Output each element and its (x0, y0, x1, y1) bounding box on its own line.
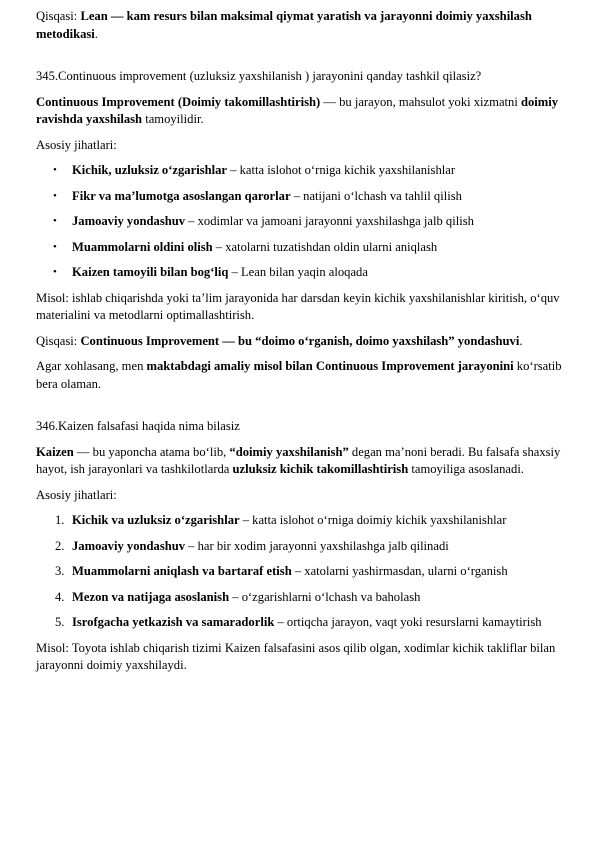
list-item (36, 512, 581, 530)
item-term: Jamoaviy yondashuv (72, 538, 186, 553)
ci-aspects-list (36, 162, 581, 282)
summary-bold: Continuous Improvement — bu “doimo o‘rganish, doimo yaxshilash” yondashuvi (80, 333, 520, 348)
kaizen-def-bold-2: uzluksiz kichik takomillashtirish (232, 462, 409, 476)
kaizen-term: Kaizen (36, 444, 74, 459)
kaizen-def-text: — bu yaponcha atama bo‘lib, (73, 444, 230, 459)
kaizen-def-end: tamoyiliga asoslanadi. (408, 462, 524, 476)
item-term: Jamoaviy yondashuv (72, 214, 186, 228)
list-item (36, 563, 581, 581)
kaizen-def-bold: “doimiy yaxshilanish” (229, 444, 349, 459)
item-term: Kichik, uzluksiz o‘zgarishlar (72, 163, 227, 177)
ci-def-bold: doimiy ravishda yaxshilash (36, 94, 559, 126)
ci-def-text: — bu jarayon, mahsulot yoki xizmatni (320, 94, 521, 109)
item-term: Fikr va ma’lumotga asoslangan qarorlar (72, 188, 291, 203)
question-346: 346.Kaizen falsafasi haqida nima bilasiz (36, 419, 240, 433)
item-number: 5. (55, 615, 65, 629)
ci-def-end: tamoyilidir. (142, 112, 204, 126)
offer-end: ko‘rsatib bera olaman. (36, 359, 562, 391)
summary-end: . (519, 333, 523, 348)
item-text: – xodimlar va jamoani jarayonni yaxshilashga jalb qilish (185, 214, 474, 228)
list-item (36, 614, 581, 632)
list-item (36, 264, 581, 282)
item-number: 4. (55, 589, 65, 604)
kaizen-aspects-heading: Asosiy jihatlari: (36, 487, 117, 502)
item-term: Kichik va uzluksiz o‘zgarishlar (72, 513, 240, 527)
list-item (36, 538, 581, 556)
ci-definition (36, 94, 581, 129)
kaizen-example: Misol: Toyota ishlab chiqarish tizimi Kaizen falsafasini asos qilib olgan, xodimlar kichik takliflar bilan jarayonni doimiy yaxshilaydi. (36, 640, 556, 672)
item-term: Kaizen tamoyili bilan bog‘liq (72, 265, 229, 279)
ci-aspects-heading: Asosiy jihatlari: (36, 137, 117, 152)
item-text: – katta islohot o‘rniga doimiy kichik yaxshilanishlar (239, 513, 507, 527)
question-345: 345.Continuous improvement (uzluksiz yaxshilanish ) jarayonini qanday tashkil qilasiz? (36, 69, 482, 83)
item-text: – katta islohot o‘rniga kichik yaxshilanishlar (226, 163, 456, 177)
offer-bold: maktabdagi amaliy misol bilan Continuous Improvement jarayonini (146, 359, 514, 373)
item-text: – Lean bilan yaqin aloqada (228, 265, 368, 279)
item-text: – natijani o‘lchash va tahlil qilish (290, 188, 462, 203)
item-text: – har bir xodim jarayonni yaxshilashga jalb qilinadi (185, 538, 449, 553)
lean-summary (36, 8, 581, 43)
ci-offer (36, 358, 581, 393)
kaizen-def-text-2: degan ma’noni beradi. Bu falsafa shaxsiy hayot, ish jarayonlari va tashkilotlarda (36, 444, 561, 476)
ci-term: Continuous Improvement (Doimiy takomillashtirish) (36, 94, 321, 109)
summary-bold: Lean — kam resurs bilan maksimal qiymat yaratish va jarayonni doimiy yaxshilash metodikasi (36, 9, 532, 41)
item-text: – ortiqcha jarayon, vaqt yoki resurslarni kamaytirish (274, 615, 542, 629)
kaizen-aspects-list (36, 512, 581, 632)
item-term: Isrofgacha yetkazish va samaradorlik (72, 615, 275, 629)
list-item (36, 239, 581, 257)
item-text: – o‘zgarishlarni o‘lchash va baholash (229, 589, 421, 604)
item-term: Muammolarni aniqlash va bartaraf etish (72, 564, 292, 578)
kaizen-definition (36, 444, 581, 479)
offer-text: Agar xohlasang, men (36, 359, 147, 373)
item-term: Mezon va natijaga asoslanish (72, 589, 230, 604)
item-number: 3. (55, 564, 65, 578)
list-item (36, 162, 581, 180)
ci-summary (36, 333, 581, 351)
item-text: – xatolarni tuzatishdan oldin ularni aniqlash (212, 239, 438, 254)
ci-example: Misol: ishlab chiqarishda yoki ta’lim jarayonida har darsdan keyin kichik yaxshilanishlar kiritish, o‘quv materialini va metodlarni optimallashtirish. (36, 290, 560, 322)
list-item (36, 188, 581, 206)
summary-end: . (94, 26, 98, 41)
summary-label: Qisqasi: (36, 333, 81, 348)
item-term: Muammolarni oldini olish (72, 239, 213, 254)
item-number: 2. (55, 538, 65, 553)
item-number: 1. (55, 513, 65, 527)
item-text: – xatolarni yashirmasdan, ularni o‘rganish (291, 564, 508, 578)
summary-label: Qisqasi: (36, 9, 81, 23)
list-item (36, 213, 581, 231)
list-item (36, 589, 581, 607)
